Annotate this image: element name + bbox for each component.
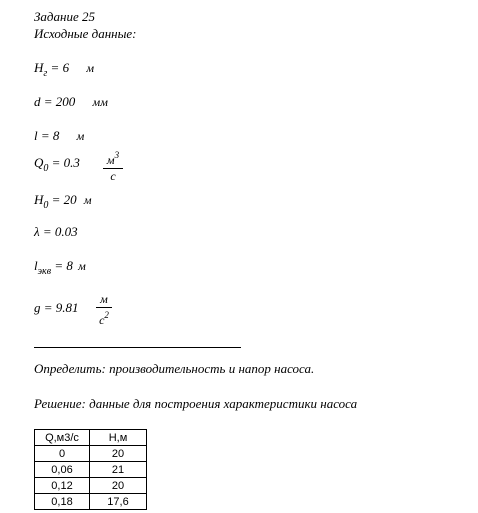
param-h0 <box>34 192 92 211</box>
param-g-unit-den: с <box>99 313 105 327</box>
table-row <box>35 478 147 494</box>
param-h0-sub: 0 <box>43 200 49 211</box>
param-lekv-value: = 8 <box>54 258 73 273</box>
table-cell-h: 20 <box>90 478 147 494</box>
table-cell-h: 20 <box>90 446 147 462</box>
param-hg-value: = 6 <box>50 60 70 75</box>
pump-characteristic-table <box>34 429 147 510</box>
param-lambda-var: λ <box>34 224 40 239</box>
param-g-unit <box>96 293 112 327</box>
param-l-value: = 8 <box>40 128 60 143</box>
table-cell-h: 21 <box>90 462 147 478</box>
param-lekv-unit: м <box>78 259 86 273</box>
param-q0-sub: 0 <box>43 163 49 174</box>
table-cell-q: 0,18 <box>35 494 90 510</box>
param-h0-var: H <box>34 192 44 207</box>
param-g-var: g <box>34 300 41 315</box>
determine-text: Определить: производительность и напор насоса. <box>34 361 315 376</box>
param-hg <box>34 60 94 79</box>
param-hg-unit: м <box>86 61 94 75</box>
param-d-value: = 200 <box>43 94 76 109</box>
param-g-unit-sup: 2 <box>104 310 109 320</box>
table-cell-q: 0,06 <box>35 462 90 478</box>
param-h0-value: = 20 <box>51 192 77 207</box>
table-header-row <box>35 430 147 446</box>
param-lekv-sub: экв <box>37 266 52 277</box>
param-l-var: l <box>34 128 38 143</box>
table-cell-q: 0,12 <box>35 478 90 494</box>
table-cell-h: 17,6 <box>90 494 147 510</box>
table-row <box>35 494 147 510</box>
param-hg-sub: г <box>43 68 48 79</box>
param-h0-unit: м <box>83 193 92 207</box>
param-q0-value: = 0.3 <box>51 155 80 170</box>
param-lambda-value: = 0.03 <box>42 224 78 239</box>
param-lekv <box>34 258 86 277</box>
param-q0-var: Q <box>34 155 44 170</box>
param-q0-unit <box>103 149 123 183</box>
param-d <box>34 94 108 110</box>
param-q0-unit-den: с <box>110 169 116 183</box>
param-d-var: d <box>34 94 41 109</box>
param-q0 <box>34 155 80 174</box>
table-header-q: Q,м3/с <box>35 430 90 446</box>
param-lekv-var: l <box>34 258 38 273</box>
table-cell-q: 0 <box>35 446 90 462</box>
param-lambda <box>34 224 78 240</box>
table-row <box>35 462 147 478</box>
param-d-unit: мм <box>92 95 108 109</box>
param-g-unit-num: м <box>100 292 108 306</box>
param-hg-var: H <box>34 60 44 75</box>
param-l <box>34 128 84 144</box>
param-l-unit: м <box>76 129 85 143</box>
param-g-value: = 9.81 <box>43 300 79 315</box>
initial-data-label: Исходные данные: <box>34 26 137 41</box>
param-g <box>34 300 79 316</box>
table-row <box>35 446 147 462</box>
solution-text: Решение: данные для построения характеристики насоса <box>34 396 358 411</box>
divider <box>34 347 241 348</box>
param-q0-unit-num: м <box>106 153 115 167</box>
task-title: Задание 25 <box>34 9 95 24</box>
param-q0-unit-sup: 3 <box>114 150 120 160</box>
table-header-h: Н,м <box>90 430 147 446</box>
